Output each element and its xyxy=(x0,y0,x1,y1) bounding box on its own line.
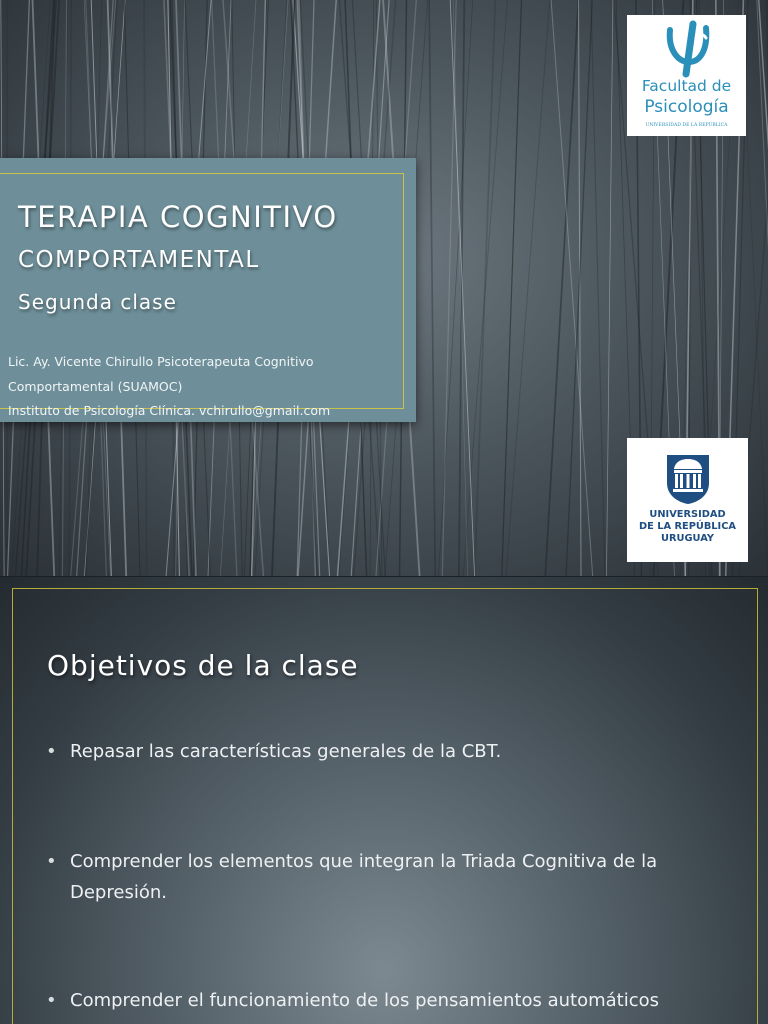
background-line xyxy=(506,0,550,576)
bullet-icon: • xyxy=(46,741,57,762)
title-box xyxy=(0,158,416,422)
list-item xyxy=(46,985,736,1016)
facultad-logo-line3: UNIVERSIDAD DE LA REPÚBLICA xyxy=(645,123,728,128)
background-line xyxy=(459,0,464,576)
background-line xyxy=(502,0,522,576)
universidad-logo-line2: DE LA REPÚBLICA xyxy=(639,521,736,532)
background-line xyxy=(429,0,435,576)
list-item xyxy=(46,736,736,767)
slide-heading: Objetivos de la clase xyxy=(47,649,359,682)
background-line xyxy=(607,0,613,576)
background-line xyxy=(759,0,768,576)
objectives-slide xyxy=(0,577,768,1024)
background-line xyxy=(591,0,605,576)
author-info xyxy=(8,350,400,424)
universidad-logo-line3: URUGUAY xyxy=(661,533,714,544)
universidad-logo-text xyxy=(627,509,748,545)
facultad-logo-line1: Facultad de xyxy=(641,77,732,95)
title-box-frame xyxy=(0,173,404,418)
list-item-text: Comprender el funcionamiento de los pensamientos automáticos xyxy=(70,990,660,1011)
author-line: Instituto de Psicología Clínica. vchirullo@gmail.com xyxy=(8,403,331,418)
objectives-list xyxy=(0,577,768,1024)
presentation-title-line2: COMPORTAMENTAL xyxy=(18,247,260,273)
background-line xyxy=(757,0,768,576)
list-item-text: Repasar las características generales de la CBT. xyxy=(70,741,502,762)
facultad-logo-line2: Psicología xyxy=(644,97,729,117)
list-item xyxy=(46,846,736,908)
background-line xyxy=(463,0,507,576)
facultad-psicologia-logo xyxy=(627,15,746,136)
university-building-crest-icon xyxy=(665,453,711,505)
presentation-subtitle: Segunda clase xyxy=(18,290,177,314)
bullet-icon: • xyxy=(46,990,57,1011)
author-line: Lic. Ay. Vicente Chirullo Psicoterapeuta Cognitivo xyxy=(8,354,314,369)
background-line xyxy=(545,0,578,576)
presentation-title-line1: TERAPIA COGNITIVO xyxy=(18,200,338,234)
background-line xyxy=(439,0,473,576)
background-line xyxy=(551,0,593,576)
universidad-republica-logo xyxy=(627,438,748,562)
psi-symbol-icon xyxy=(662,20,712,80)
bullet-icon: • xyxy=(46,851,57,872)
list-item-text: Comprender los elementos que integran la Triada Cognitiva de la Depresión. xyxy=(70,851,658,903)
universidad-logo-line1: UNIVERSIDAD xyxy=(649,509,726,520)
background-line xyxy=(450,0,474,576)
author-line: Comportamental (SUAMOC) xyxy=(8,378,183,394)
